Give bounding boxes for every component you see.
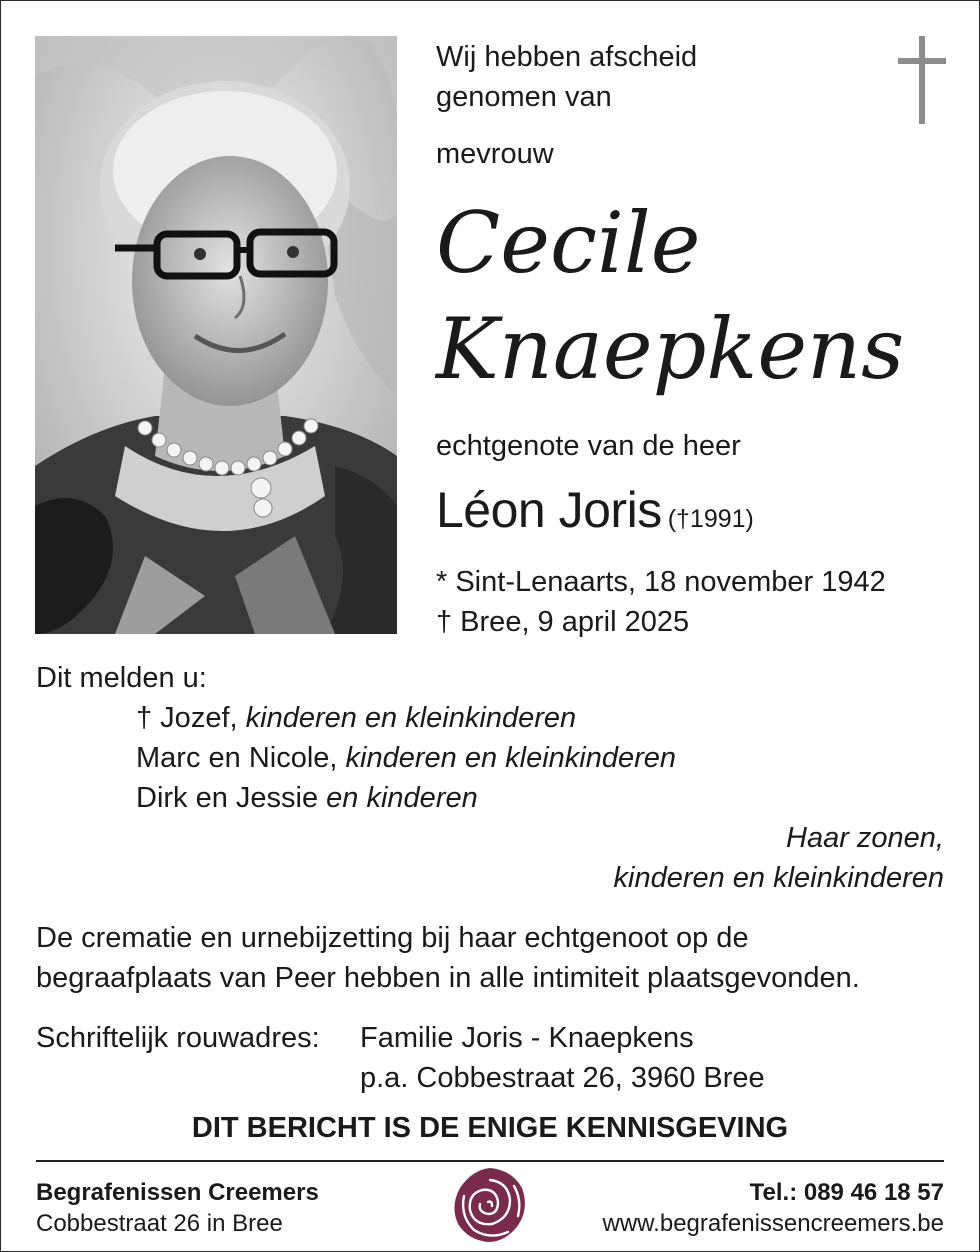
funeral-home-name: Begrafenissen Creemers: [36, 1179, 319, 1206]
funeral-home-address: Cobbestraat 26 in Bree: [36, 1210, 283, 1237]
address-label: Schriftelijk rouwadres:: [36, 1022, 320, 1054]
phone-number: Tel.: 089 46 18 57: [749, 1179, 944, 1206]
family-name: Dirk en Jessie: [136, 782, 327, 814]
spouse-name: Léon Joris: [436, 482, 662, 538]
contact-info: [603, 1177, 945, 1239]
spouse-name-line: [436, 478, 754, 551]
notice-heading: DIT BERICHT IS DE ENIGE KENNISGEVING: [191, 1112, 789, 1144]
first-name: Cecile: [436, 194, 701, 292]
ceremony-text: [36, 918, 860, 998]
intro-line-1: Wij hebben afscheid: [436, 41, 698, 73]
title-text: mevrouw: [436, 138, 554, 170]
address-line-2: p.a. Cobbestraat 26, 3960 Bree: [360, 1062, 765, 1094]
family-list: [136, 698, 676, 818]
family-name: † Jozef,: [136, 702, 246, 734]
footer-divider: [36, 1160, 944, 1162]
family-name: Marc en Nicole,: [136, 742, 346, 774]
intro-text: [436, 37, 697, 117]
death-info: † Bree, 9 april 2025: [436, 606, 690, 638]
family-item: [136, 738, 676, 778]
address-value: [360, 1018, 765, 1098]
announce-text: Dit melden u:: [36, 662, 207, 694]
funeral-home-info: [36, 1177, 319, 1239]
website-link[interactable]: www.begrafenissencreemers.be: [602, 1210, 944, 1237]
portrait-photo: [35, 36, 397, 634]
spouse-death-year: (†1991): [667, 505, 754, 533]
intro-line-2: genomen van: [436, 81, 612, 113]
birth-info: * Sint-Lenaarts, 18 november 1942: [436, 566, 886, 598]
signature-line-1: Haar zonen,: [786, 822, 944, 854]
signature-line-2: kinderen en kleinkinderen: [613, 862, 944, 894]
ceremony-line-1: De crematie en urnebijzetting bij haar echtgenoot op de: [36, 922, 749, 954]
last-name: Knaepkens: [436, 300, 905, 398]
signature: [614, 818, 945, 898]
family-relation: kinderen en kleinkinderen: [345, 742, 677, 774]
spouse-intro: echtgenote van de heer: [436, 430, 741, 462]
family-relation: en kinderen: [326, 782, 478, 814]
deceased-name-script: [430, 180, 905, 410]
rose-icon: [452, 1166, 528, 1244]
family-item: [136, 698, 676, 738]
ceremony-line-2: begraafplaats van Peer hebben in alle intimiteit plaatsgevonden.: [36, 962, 860, 994]
family-item: [136, 778, 676, 818]
family-relation: kinderen en kleinkinderen: [245, 702, 577, 734]
cross-icon: [898, 36, 946, 126]
address-line-1: Familie Joris - Knaepkens: [360, 1022, 694, 1054]
